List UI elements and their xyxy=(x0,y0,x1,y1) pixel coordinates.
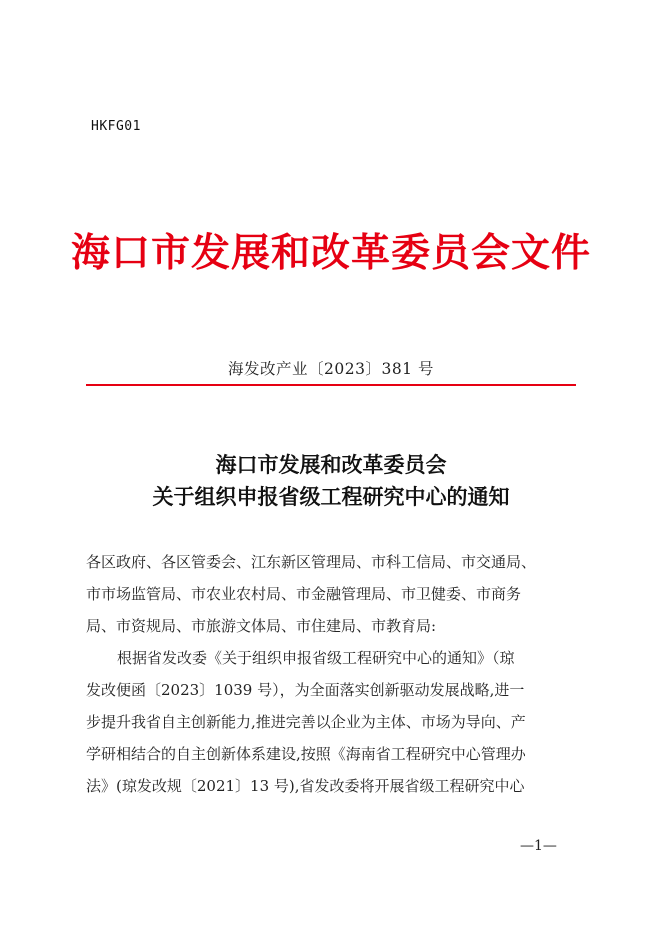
body-line: 局、市资规局、市旅游文体局、市住建局、市教育局: xyxy=(86,617,437,635)
body-line: 学研相结合的自主创新体系建设,按照《海南省工程研究中心管理办 xyxy=(86,745,526,763)
body-line: 发改便函〔2023〕1039 号），为全面落实创新驱动发展战略,进一 xyxy=(86,681,525,699)
notice-title xyxy=(0,449,662,513)
document-code: HKFG01 xyxy=(91,119,141,134)
body-text xyxy=(86,546,578,802)
page-number: —1— xyxy=(520,838,557,854)
body-line: 步提升我省自主创新能力,推进完善以企业为主体、市场为导向、产 xyxy=(86,713,526,731)
agency-title: 海口市发展和改革委员会文件 xyxy=(70,230,591,276)
body-line: 各区政府、各区管委会、江东新区管理局、市科工信局、市交通局、 xyxy=(86,553,537,571)
document-number: 海发改产业〔2023〕381 号 xyxy=(228,360,434,378)
notice-title-line-2: 关于组织申报省级工程研究中心的通知 xyxy=(152,484,510,509)
body-line: 根据省发改委《关于组织申报省级工程研究中心的通知》（琼 xyxy=(117,649,515,667)
body-line: 法》(琼发改规〔2021〕13 号),省发改委将开展省级工程研究中心 xyxy=(86,777,525,795)
red-divider-line xyxy=(86,384,576,386)
notice-title-line-1: 海口市发展和改革委员会 xyxy=(215,452,447,477)
body-line: 市市场监管局、市农业农村局、市金融管理局、市卫健委、市商务 xyxy=(86,585,522,603)
